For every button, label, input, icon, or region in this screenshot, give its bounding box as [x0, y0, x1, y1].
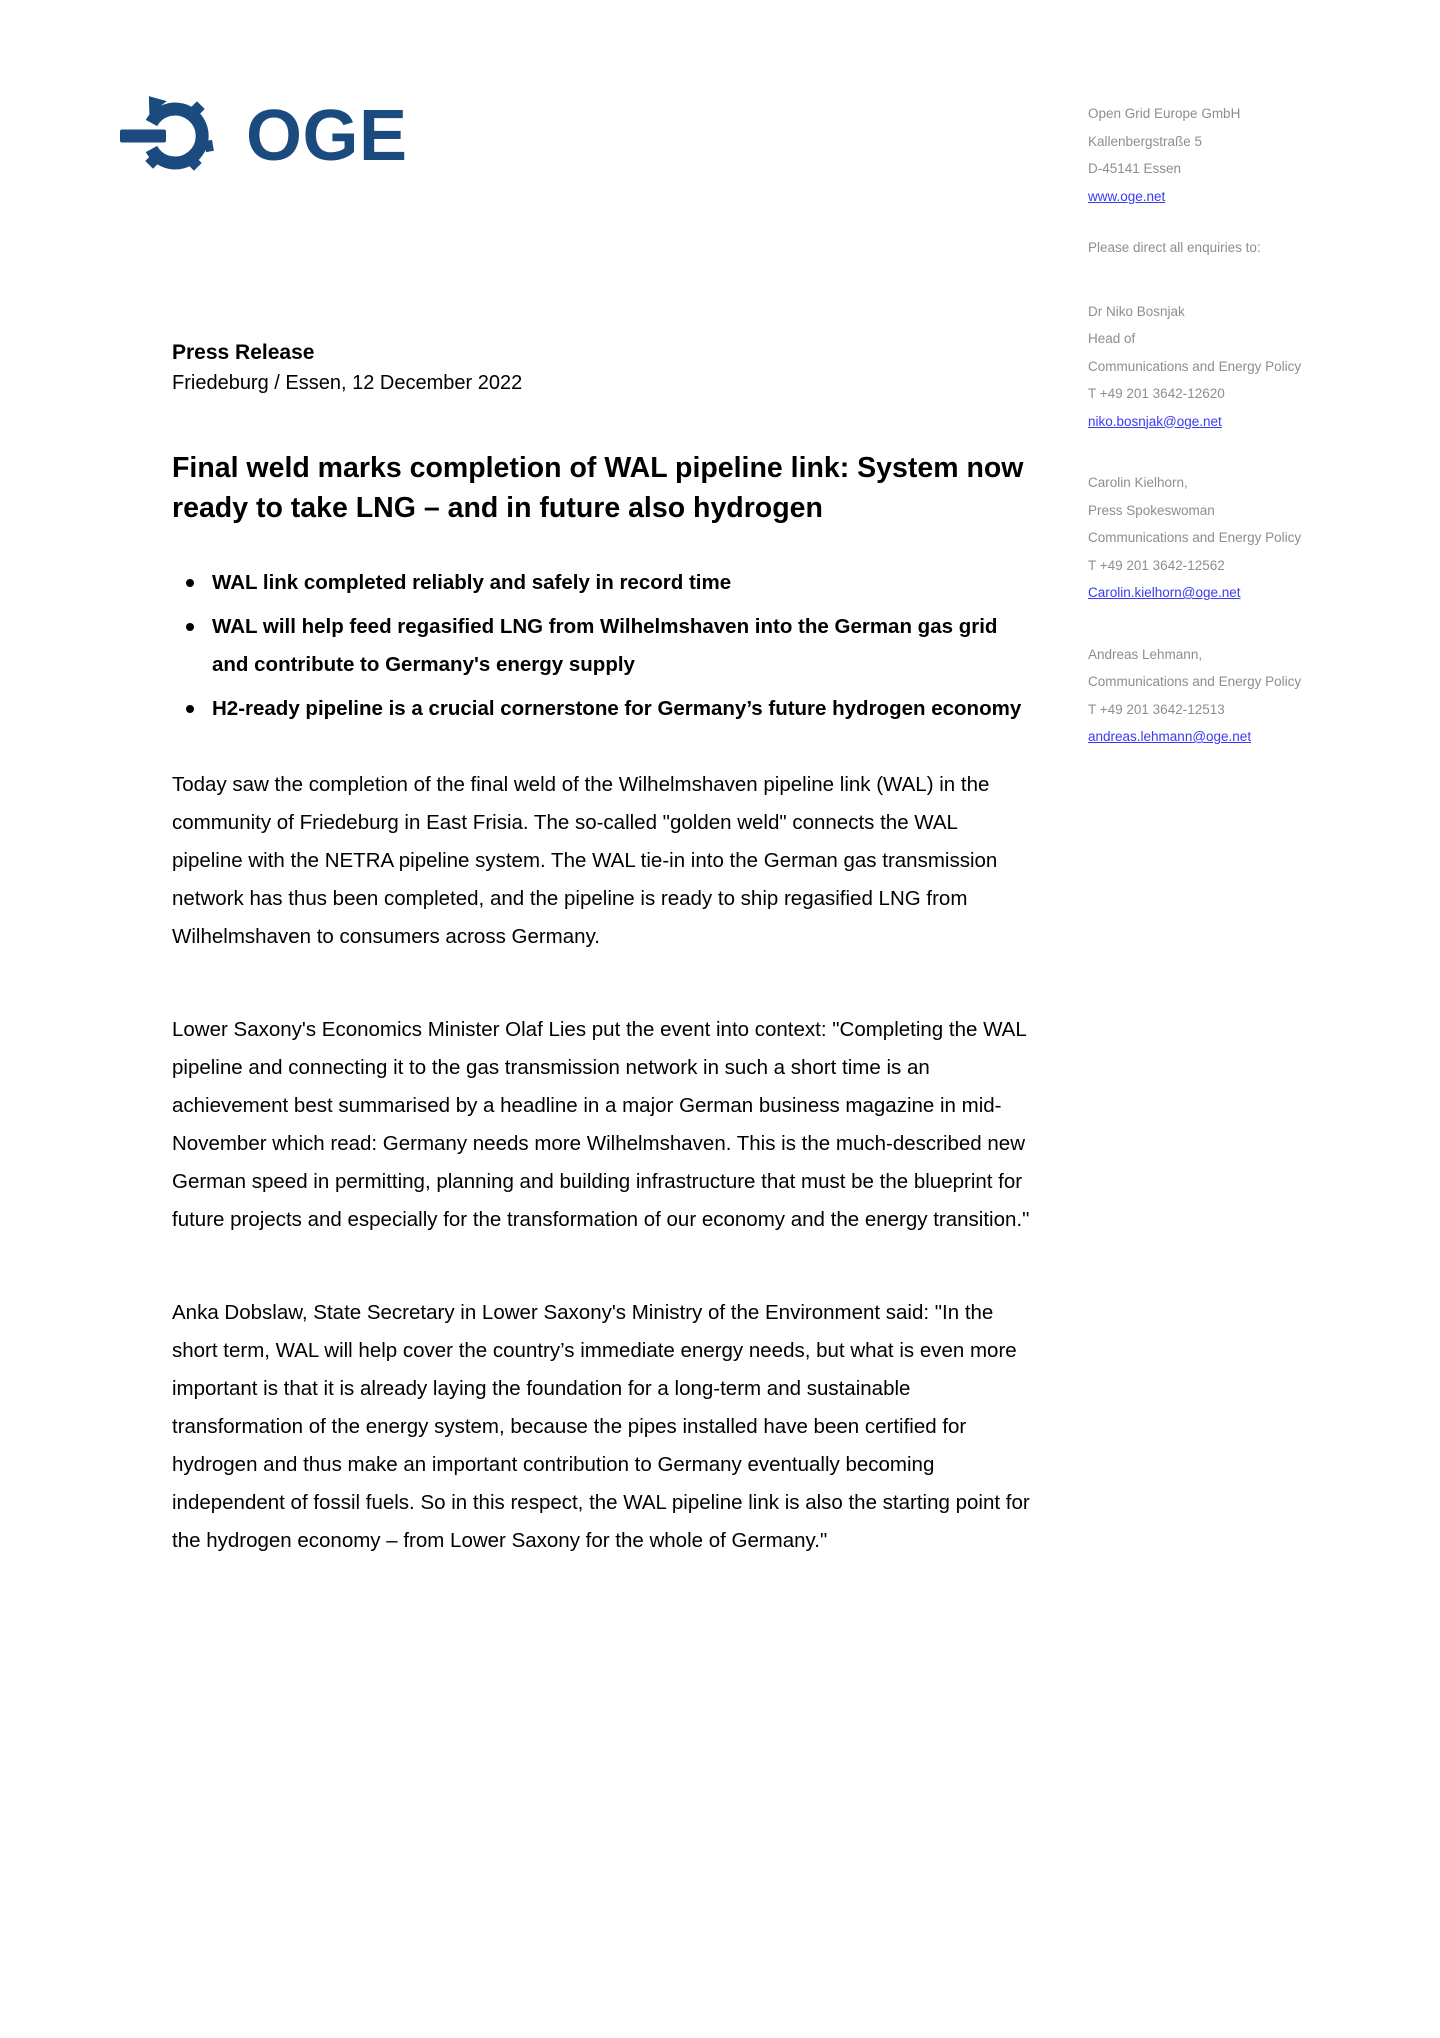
headline: Final weld marks completion of WAL pipeline link: System now ready to take LNG – and in future also hydrogen — [172, 452, 1024, 524]
bullet-icon — [186, 579, 194, 587]
contact-role: Communications and Energy Policy — [1088, 674, 1302, 689]
oge-pipeline-logo-icon — [120, 92, 224, 180]
key-point — [172, 564, 1030, 602]
document-type-label: Press Release — [172, 341, 315, 364]
contact-sidebar — [1088, 100, 1433, 785]
key-point-text: H2-ready pipeline is a crucial cornerstone for Germany’s future hydrogen economy — [212, 697, 1022, 720]
contact-name: Carolin Kielhorn, — [1088, 475, 1188, 490]
press-release-body — [172, 338, 1030, 1560]
key-point — [172, 608, 1030, 684]
key-point — [172, 690, 1030, 728]
dateline: Friedeburg / Essen, 12 December 2022 — [172, 372, 523, 394]
contact-phone: T +49 201 3642-12562 — [1088, 557, 1225, 573]
contact-email-link[interactable]: andreas.lehmann@oge.net — [1088, 729, 1252, 744]
paragraph: Lower Saxony's Economics Minister Olaf Lies put the event into context: "Completing the WAL pipeline and connecting it to the gas transmission network in such a short time is an achievement best summarised by a headline in a major German business magazine in mid-November which read: Germany needs more Wilhelmshaven. This is the much-described new German speed in permitting, planning and building infrastructure that must be the blueprint for future projects and especially for the transformation of our economy and the energy transition." — [172, 1018, 1030, 1231]
key-point-text: WAL link completed reliably and safely in record time — [212, 571, 732, 594]
contact-card-niko-bosnjak — [1088, 298, 1433, 436]
key-points-list — [172, 564, 1030, 728]
contact-name: Dr Niko Bosnjak — [1088, 303, 1185, 319]
contact-email-link[interactable]: Carolin.kielhorn@oge.net — [1088, 585, 1241, 600]
company-logo — [120, 92, 408, 180]
company-street: Kallenbergstraße 5 — [1088, 133, 1203, 149]
contact-role: Head of — [1088, 331, 1136, 346]
contact-role: Communications and Energy Policy — [1088, 358, 1302, 374]
company-name: Open Grid Europe GmbH — [1088, 106, 1241, 121]
contact-role: Press Spokeswoman — [1088, 502, 1215, 518]
contact-role: Communications and Energy Policy — [1088, 530, 1302, 545]
contact-card-andreas-lehmann — [1088, 641, 1433, 751]
contact-name: Andreas Lehmann, — [1088, 646, 1203, 662]
company-city: D-45141 Essen — [1088, 161, 1182, 176]
enquiries-note: Please direct all enquiries to: — [1088, 240, 1261, 255]
paragraph: Today saw the completion of the final weld of the Wilhelmshaven pipeline link (WAL) in the community of Friedeburg in East Frisia. The so-called "golden weld" connects the WAL pipeline with the NETRA pipeline system. The WAL tie-in into the German gas transmission network has thus been completed, and the pipeline is ready to ship regasified LNG from Wilhelmshaven to consumers across Germany. — [172, 773, 998, 948]
bullet-icon — [186, 705, 194, 713]
key-point-text: WAL will help feed regasified LNG from Wilhelmshaven into the German gas grid and contribute to Germany's energy supply — [212, 615, 998, 676]
company-address-block — [1088, 100, 1433, 210]
contact-card-carolin-kielhorn — [1088, 469, 1433, 607]
company-website-link[interactable]: www.oge.net — [1088, 188, 1166, 204]
contact-email-link[interactable]: niko.bosnjak@oge.net — [1088, 413, 1222, 429]
paragraph: Anka Dobslaw, State Secretary in Lower Saxony's Ministry of the Environment said: "In the short term, WAL will help cover the country’s immediate energy needs, but what is even more important is that it is already laying the foundation for a long-term and sustainable transformation of the energy system, because the pipes installed have been certified for hydrogen and thus make an important contribution to Germany eventually becoming independent of fossil fuels. So in this respect, the WAL pipeline link is also the starting point for the hydrogen economy – from Lower Saxony for the whole of Germany." — [172, 1301, 1030, 1552]
bullet-icon — [186, 623, 194, 631]
contact-phone: T +49 201 3642-12513 — [1088, 701, 1225, 717]
contact-phone: T +49 201 3642-12620 — [1088, 386, 1225, 401]
logo-wordmark: OGE — [246, 96, 408, 176]
